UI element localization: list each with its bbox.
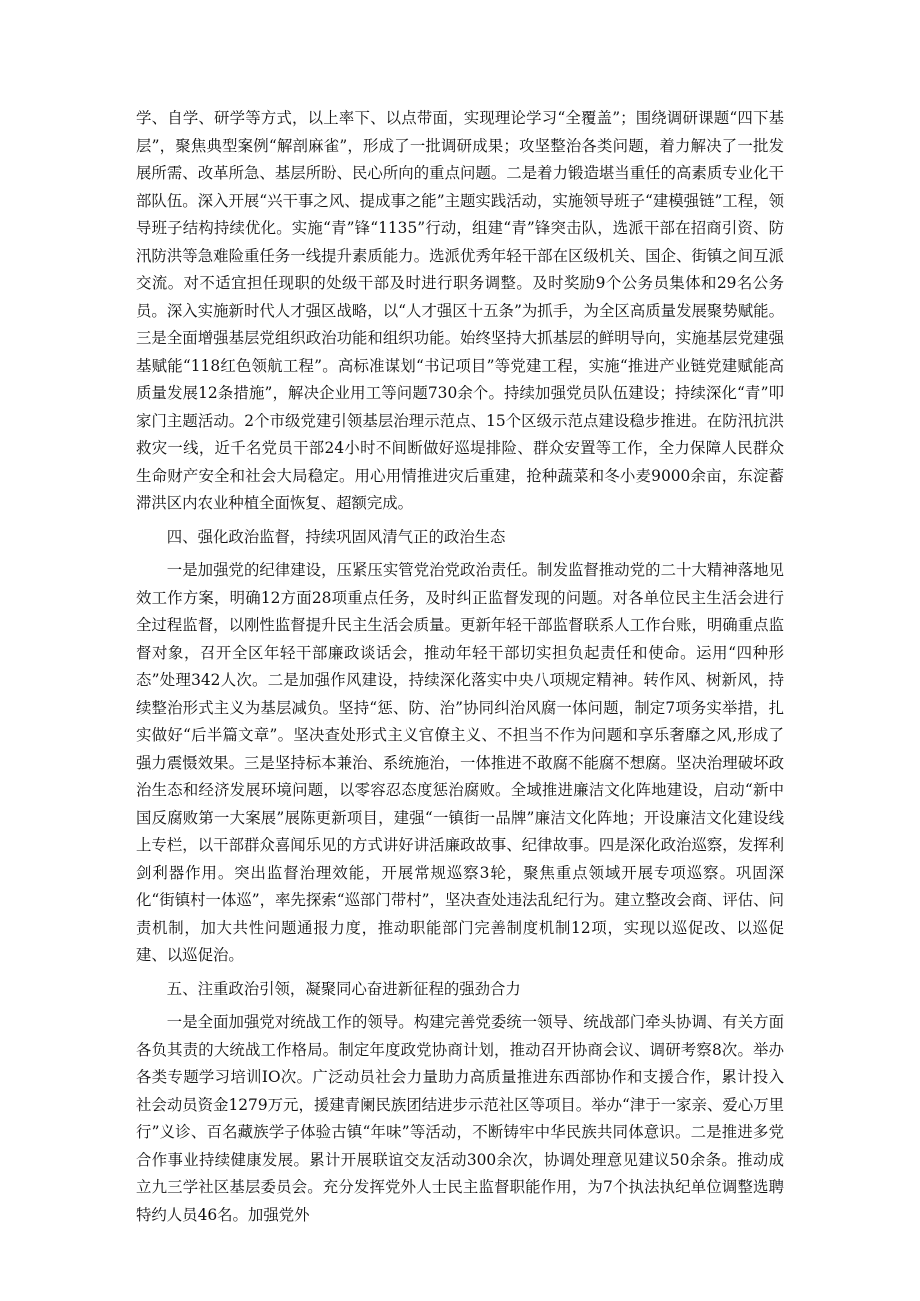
paragraph-united-front: 一是全面加强党对统战工作的领导。构建完善党委统一领导、统战部门牵头协调、有关方面各负其责的大统战工作格局。制定年度政党协商计划，推动召开协商会议、调研考察8次。举办各类专题学习培训IO次。广泛动员社会力量助力高质量推进东西部协作和支援合作，累计投入社会动员资金1279万元，援建青阑民族团结进步示范社区等项目。举办“津于一家亲、爱心万里行”义诊、百名藏族学子体验古镇“年味”等活动，不断铸牢中华民族共同体意识。二是推进多党合作事业持续健康发展。累计开展联谊交友活动300余次，协调处理意见建议50余条。推动成立九三学社区基层委员会。充分发挥党外人士民主监督职能作用，为7个执法执纪单位调整选聘特约人员46名。加强党外 — [136, 1013, 784, 1224]
paragraph-party-building: 学、自学、研学等方式，以上率下、以点带面，实现理论学习“全覆盖”；围绕调研课题“四下基层”，聚焦典型案例“解剖麻雀”，形成了一批调研成果；攻坚整治各类问题，着力解决了一批发展所需、改革所急、基层所盼、民心所向的重点问题。二是着力锻造堪当重任的高素质专业化干部队伍。深入开展“兴干事之风、提成事之能”主题实践活动，实施领导班子“建模强链”工程，领导班子结构持续优化。实施“青”锋“1135”行动，组建“青”锋突击队，选派干部在招商引资、防汛防洪等急难险重任务一线提升素质能力。选派优秀年轻干部在区级机关、国企、街镇之间互派交流。对不适宜担任现职的处级干部及时进行职务调整。及时奖励9个公务员集体和29名公务员。深入实施新时代人才强区战略，以“人才强区十五条”为抓手，为全区高质量发展聚势赋能。三是全面增强基层党组织政治功能和组织功能。始终坚持大抓基层的鲜明导向，实施基层党建强基赋能“118红色领航工程”。高标准谋划“书记项目”等党建工程，实施“推进产业链党建赋能高质量发展12条措施”，解决企业用工等问题730余个。持续加强党员队伍建设；持续深化“青”叩家门主题活动。2个市级党建引领基层治理示范点、15个区级示范点建设稳步推进。在防汛抗洪救灾一线，近千名党员干部24小时不间断做好巡堤排险、群众安置等工作，全力保障人民群众生命财产安全和社会大局稳定。用心用情推进灾后重建，抢种蔬菜和冬小麦9000余亩，东淀蓄滞洪区内农业种植全面恢复、超额完成。 — [136, 109, 784, 512]
section-heading-4: 四、强化政治监督，持续巩固风清气正的政治生态 — [166, 527, 506, 546]
document-page — [136, 105, 784, 1229]
paragraph-political-supervision: 一是加强党的纪律建设，压紧压实管党治党政治责任。制发监督推动党的二十大精神落地见效工作方案，明确12方面28项重点任务，及时纠正监督发现的问题。对各单位民主生活会进行全过程监督，以刚性监督提升民主生活会质量。更新年轻干部监督联系人工作台账，明确重点监督对象，召开全区年轻干部廉政谈话会，推动年轻干部切实担负起责任和使命。运用“四种形态”处理342人次。二是加强作风建设，持续深化落实中央八项规定精神。转作风、树新风，持续整治形式主义为基层减负。坚持“惩、防、治”协同纠治风腐一体问题，制定7项务实举措，扎实做好“后半篇文章”。坚决查处形式主义官僚主义、不担当不作为问题和享乐奢靡之风,形成了强力震慑效果。三是坚持标本兼治、系统施治，一体推进不敢腐不能腐不想腐。坚决治理破坏政治生态和经济发展环境问题，以零容忍态度惩治腐败。全域推进廉洁文化阵地建设，启动“新中国反腐败第一大案展”展陈更新项目，建强“一镇街一品牌”廉洁文化阵地；开设廉洁文化建设线上专栏，以干部群众喜闻乐见的方式讲好讲活廉政故事、纪律故事。四是深化政治巡察，发挥利剑利器作用。突出监督治理效能，开展常规巡察3轮，聚焦重点领域开展专项巡察。巩固深化“街镇村一体巡”，率先探索“巡部门带村”，坚决查处违法乱纪行为。建立整改会商、评估、问责机制，加大共性问题通报力度，推动职能部门完善制度机制12项，实现以巡促改、以巡促建、以巡促治。 — [136, 561, 784, 964]
section-heading-5: 五、注重政治引领，凝聚同心奋进新征程的强劲合力 — [166, 979, 521, 998]
